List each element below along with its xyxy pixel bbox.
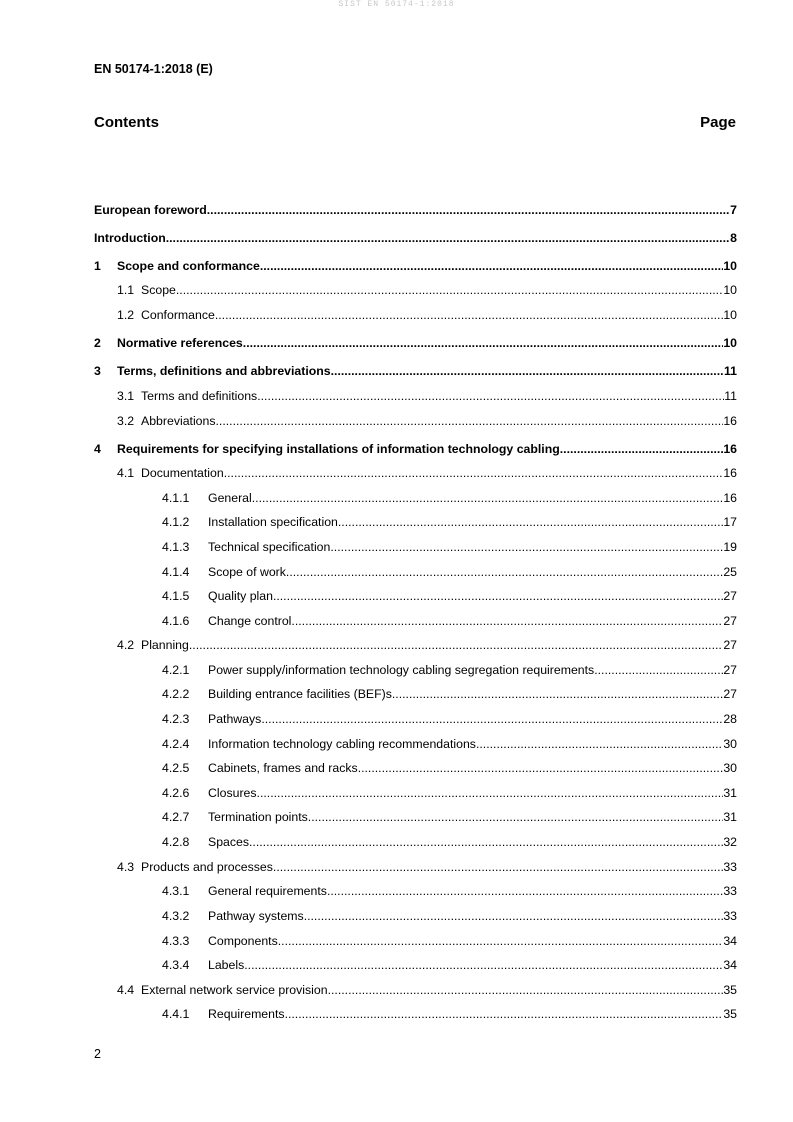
toc-entry-title: Pathways (208, 712, 262, 726)
toc-entry[interactable] (94, 756, 737, 776)
page-number: 2 (94, 1047, 101, 1061)
toc-entry-number: 4.1.6 (162, 614, 190, 628)
dot-leader (338, 514, 723, 530)
toc-entry[interactable] (94, 437, 737, 457)
dot-leader (392, 686, 723, 702)
toc-entry-page: 11 (724, 364, 737, 378)
toc-entry-number: 4.1.1 (162, 491, 190, 505)
toc-entry-number: 3.1 (117, 389, 135, 403)
toc-entry[interactable] (94, 254, 737, 274)
toc-entry-page: 8 (730, 231, 737, 245)
toc-entry-title: Scope and conformance (117, 259, 260, 273)
toc-entry-title: Normative references (117, 336, 243, 350)
dot-leader (257, 388, 724, 404)
toc-entry-number: 4.1 (117, 466, 135, 480)
toc-entry[interactable] (94, 953, 737, 973)
dot-leader (257, 785, 724, 801)
dot-leader (331, 363, 724, 379)
dot-leader (224, 465, 724, 481)
toc-entry-title: Cabinets, frames and racks (208, 761, 358, 775)
toc-entry-title: Conformance (141, 308, 215, 322)
toc-entry[interactable] (94, 781, 737, 801)
dot-leader (176, 282, 723, 298)
toc-entry[interactable] (94, 584, 737, 604)
toc-entry-number: 4.1.5 (162, 589, 190, 603)
toc-entry[interactable] (94, 682, 737, 702)
toc-entry[interactable] (94, 633, 737, 653)
toc-entry[interactable] (94, 278, 737, 298)
toc-entry-title: Closures (208, 786, 257, 800)
toc-entry-number: 4 (94, 442, 101, 456)
toc-entry-title: Requirements for specifying installations of information technology cabling (117, 442, 560, 456)
toc-entry-page: 11 (724, 389, 737, 403)
toc-entry-title: Building entrance facilities (BEF)s (208, 687, 392, 701)
toc-entry-title: Labels (208, 958, 245, 972)
toc-entry-number: 4.2.8 (162, 835, 190, 849)
toc-entry-title: Terms and definitions (141, 389, 258, 403)
toc-entry-page: 27 (723, 589, 737, 603)
toc-entry-number: 1 (94, 259, 101, 273)
toc-entry-page: 7 (730, 203, 737, 217)
toc-entry-page: 27 (723, 638, 737, 652)
toc-entry-number: 4.1.2 (162, 515, 190, 529)
toc-entry-page: 32 (723, 835, 737, 849)
toc-entry[interactable] (94, 830, 737, 850)
dot-leader (273, 588, 723, 604)
toc-entry-title: Quality plan (208, 589, 273, 603)
dot-leader (252, 490, 724, 506)
toc-entry-title: Pathway systems (208, 909, 304, 923)
toc-entry-number: 1.1 (117, 283, 135, 297)
toc-entry-title: Documentation (141, 466, 224, 480)
dot-leader (594, 662, 723, 678)
toc-entry-page: 16 (723, 491, 737, 505)
toc-entry[interactable] (94, 904, 737, 924)
toc-entry[interactable] (94, 609, 737, 629)
dot-leader (560, 441, 724, 457)
toc-entry[interactable] (94, 198, 737, 218)
toc-entry[interactable] (94, 1002, 737, 1022)
dot-leader (476, 736, 723, 752)
dot-leader (243, 335, 724, 351)
toc-entry-page: 35 (723, 983, 737, 997)
toc-entry-page: 19 (723, 540, 737, 554)
toc-entry-number: 4.3 (117, 860, 135, 874)
contents-heading: Contents (94, 114, 159, 131)
toc-entry[interactable] (94, 978, 737, 998)
toc-entry-page: 27 (723, 687, 737, 701)
toc-entry-page: 16 (723, 442, 737, 456)
dot-leader (189, 637, 723, 653)
toc-entry[interactable] (94, 535, 737, 555)
toc-entry-page: 10 (723, 259, 737, 273)
dot-leader (327, 883, 723, 899)
dot-leader (273, 859, 723, 875)
toc-entry-page: 33 (723, 909, 737, 923)
toc-entry[interactable] (94, 855, 737, 875)
toc-entry-title: Planning (141, 638, 189, 652)
toc-entry-page: 34 (723, 958, 737, 972)
dot-leader (330, 539, 723, 555)
toc-entry-title: General requirements (208, 884, 327, 898)
toc-entry-number: 3 (94, 364, 101, 378)
toc-entry[interactable] (94, 384, 737, 404)
dot-leader (215, 307, 723, 323)
toc-entry-number: 4.2.1 (162, 663, 190, 677)
toc-entry-number: 4.3.2 (162, 909, 190, 923)
toc-entry[interactable] (94, 510, 737, 530)
document-identifier: EN 50174-1:2018 (E) (94, 62, 213, 76)
toc-entry-title: External network service provision (141, 983, 328, 997)
toc-entry-page: 10 (723, 283, 737, 297)
toc-entry-page: 27 (723, 663, 737, 677)
toc-entry[interactable] (94, 732, 737, 752)
toc-entry-title: Scope (141, 283, 176, 297)
toc-entry-title: Spaces (208, 835, 250, 849)
toc-entry[interactable] (94, 805, 737, 825)
toc-entry[interactable] (94, 929, 737, 949)
toc-entry-number: 4.1.4 (162, 565, 190, 579)
toc-entry[interactable] (94, 658, 737, 678)
dot-leader (216, 413, 724, 429)
toc-entry-page: 33 (723, 884, 737, 898)
toc-entry-page: 10 (723, 336, 737, 350)
toc-entry-number: 4.4.1 (162, 1007, 190, 1021)
dot-leader (286, 564, 723, 580)
toc-entry-page: 30 (723, 761, 737, 775)
toc-entry-number: 1.2 (117, 308, 135, 322)
toc-entry-number: 4.3.4 (162, 958, 190, 972)
toc-entry-number: 4.2.7 (162, 810, 190, 824)
dot-leader (260, 258, 723, 274)
toc-entry[interactable] (94, 879, 737, 899)
toc-entry[interactable] (94, 226, 737, 246)
toc-entry-page: 16 (723, 414, 737, 428)
toc-entry-title: Abbreviations (141, 414, 216, 428)
toc-entry-number: 3.2 (117, 414, 135, 428)
dot-leader (291, 613, 723, 629)
toc-entry[interactable] (94, 707, 737, 727)
toc-entry-title: Power supply/information technology cabling segregation requirements (208, 663, 595, 677)
dot-leader (249, 834, 723, 850)
toc-entry-page: 35 (723, 1007, 737, 1021)
dot-leader (285, 1006, 724, 1022)
toc-entry-number: 4.4 (117, 983, 135, 997)
toc-entry-page: 30 (723, 737, 737, 751)
toc-entry-number: 4.1.3 (162, 540, 190, 554)
toc-entry-page: 31 (723, 786, 737, 800)
dot-leader (261, 711, 723, 727)
toc-entry-title: Requirements (208, 1007, 285, 1021)
page-column-heading: Page (700, 114, 736, 131)
toc-entry[interactable] (94, 331, 737, 351)
toc-entry-page: 28 (723, 712, 737, 726)
toc-entry-number: 4.2.5 (162, 761, 190, 775)
watermark: SIST EN 50174-1:2018 (338, 0, 455, 9)
dot-leader (166, 230, 730, 246)
toc-entry-page: 10 (723, 308, 737, 322)
toc-entry-page: 31 (723, 810, 737, 824)
toc-entry-page: 34 (723, 934, 737, 948)
toc-entry-page: 33 (723, 860, 737, 874)
toc-entry-page: 16 (723, 466, 737, 480)
toc-entry-title: Components (208, 934, 278, 948)
toc-entry[interactable] (94, 486, 737, 506)
toc-entry-number: 4.2.2 (162, 687, 190, 701)
toc-entry-number: 2 (94, 336, 101, 350)
toc-entry-number: 4.2.6 (162, 786, 190, 800)
toc-entry[interactable] (94, 461, 737, 481)
toc-entry[interactable] (94, 359, 737, 379)
toc-entry-title: Terms, definitions and abbreviations (117, 364, 331, 378)
toc-entry-number: 4.2.4 (162, 737, 190, 751)
toc-entry[interactable] (94, 303, 737, 323)
toc-entry-title: Installation specification (208, 515, 338, 529)
toc-entry-title: Scope of work (208, 565, 286, 579)
toc-entry[interactable] (94, 409, 737, 429)
toc-entry-title: Change control (208, 614, 292, 628)
toc-entry-title: Technical specification (208, 540, 331, 554)
toc-entry-number: 4.2.3 (162, 712, 190, 726)
toc-entry-number: 4.3.3 (162, 934, 190, 948)
toc-entry-title: Information technology cabling recommendations (208, 737, 476, 751)
toc-entry-title: Termination points (208, 810, 308, 824)
toc-entry-number: 4.3.1 (162, 884, 190, 898)
toc-entry[interactable] (94, 560, 737, 580)
toc-entry-title: European foreword (94, 203, 207, 217)
toc-entry-title: General (208, 491, 252, 505)
dot-leader (244, 957, 723, 973)
dot-leader (207, 202, 730, 218)
toc-entry-title: Introduction (94, 231, 166, 245)
toc-entry-number: 4.2 (117, 638, 135, 652)
toc-entry-page: 27 (723, 614, 737, 628)
toc-entry-title: Products and processes (141, 860, 273, 874)
dot-leader (304, 908, 724, 924)
toc-entry-page: 17 (723, 515, 737, 529)
dot-leader (358, 760, 724, 776)
dot-leader (308, 809, 724, 825)
toc-entry-page: 25 (723, 565, 737, 579)
dot-leader (328, 982, 724, 998)
dot-leader (278, 933, 724, 949)
